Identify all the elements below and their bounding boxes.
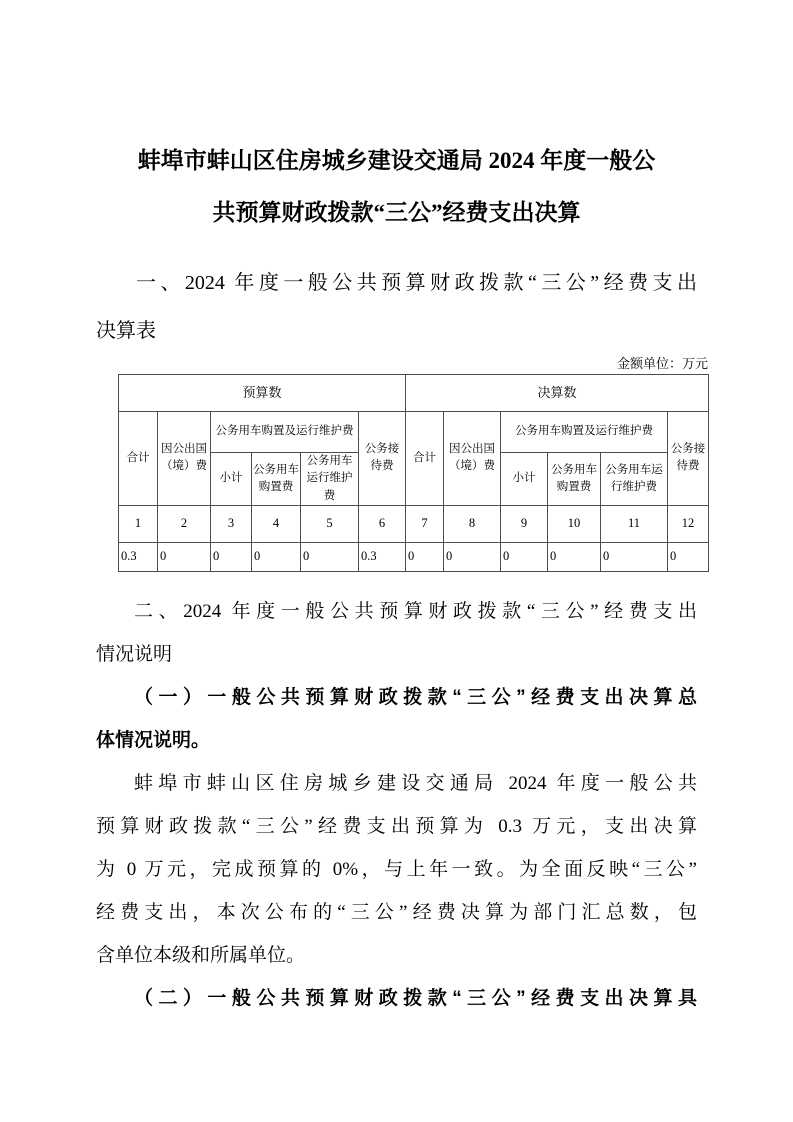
paragraph-line5: 含单位本级和所属单位。 [96, 944, 306, 966]
document-title-line1: 蚌埠市蚌山区住房城乡建设交通局 2024 年度一般公 [137, 148, 656, 173]
final-vehicle-group-header: 公务用车购置及运行维护费 [501, 412, 668, 453]
paragraph-line3: 为 0 万元，完成预算的 0%，与上年一致。为全面反映“三公” [96, 858, 697, 880]
col-number-4: 4 [252, 505, 301, 542]
section1-heading-line2: 决算表 [96, 320, 156, 342]
col-number-9: 9 [501, 505, 548, 542]
subsection1-heading-line1: （一）一般公共预算财政拨款“三公”经费支出决算总 [134, 686, 697, 708]
final-total-value: 0 [406, 542, 444, 571]
budget-reception-header: 公务接待费 [359, 412, 406, 506]
budget-purchase-header: 公务用车购置费 [252, 453, 301, 506]
paragraph-line1: 蚌埠市蚌山区住房城乡建设交通局 2024 年度一般公共 [134, 772, 697, 794]
budget-maintenance-header: 公务用车运行维护费 [301, 453, 359, 506]
paragraph-line4: 经费支出，本次公布的“三公”经费决算为部门汇总数，包 [96, 901, 697, 923]
section2-heading-line2: 情况说明 [96, 643, 173, 665]
final-abroad-header: 因公出国（境）费 [444, 412, 501, 506]
col-number-1: 1 [119, 505, 158, 542]
final-total-header: 合计 [406, 412, 444, 506]
paragraph-line2: 预算财政拨款“三公”经费支出预算为 0.3 万元，支出决算 [96, 815, 697, 837]
subsection1-heading-line2: 体情况说明。 [96, 729, 211, 751]
budget-subtotal-value: 0 [211, 542, 252, 571]
section1-heading [96, 259, 697, 355]
col-number-11: 11 [601, 505, 668, 542]
final-purchase-header: 公务用车购置费 [548, 453, 601, 506]
section1-heading-line1: 一、2024 年度一般公共预算财政拨款“三公”经费支出 [136, 272, 697, 294]
three-public-expenses-table [118, 374, 709, 572]
budget-vehicle-group-header: 公务用车购置及运行维护费 [211, 412, 359, 453]
final-reception-value: 0 [668, 542, 709, 571]
budget-abroad-value: 0 [158, 542, 211, 571]
final-reception-header: 公务接待费 [668, 412, 709, 506]
final-subtotal-header: 小计 [501, 453, 548, 506]
amount-unit-note: 金额单位：万元 [616, 356, 708, 371]
col-number-7: 7 [406, 505, 444, 542]
final-maintenance-header: 公务用车运行维护费 [601, 453, 668, 506]
budget-total-header: 合计 [119, 412, 158, 506]
budget-group-header: 预算数 [119, 375, 406, 412]
final-abroad-value: 0 [444, 542, 501, 571]
col-number-2: 2 [158, 505, 211, 542]
final-group-header: 决算数 [406, 375, 709, 412]
col-number-6: 6 [359, 505, 406, 542]
document-title-line2: 共预算财政拨款“三公”经费支出决算 [212, 200, 581, 225]
col-number-5: 5 [301, 505, 359, 542]
subsection2-heading-line1: （二）一般公共预算财政拨款“三公”经费支出决算具 [134, 987, 697, 1009]
budget-reception-value: 0.3 [359, 542, 406, 571]
final-maintenance-value: 0 [601, 542, 668, 571]
col-number-8: 8 [444, 505, 501, 542]
section2-heading-line1: 二、2024 年度一般公共预算财政拨款“三公”经费支出 [134, 600, 697, 622]
col-number-3: 3 [211, 505, 252, 542]
final-subtotal-value: 0 [501, 542, 548, 571]
budget-subtotal-header: 小计 [211, 453, 252, 506]
budget-maintenance-value: 0 [301, 542, 359, 571]
budget-total-value: 0.3 [119, 542, 158, 571]
col-number-10: 10 [548, 505, 601, 542]
budget-purchase-value: 0 [252, 542, 301, 571]
document-title [90, 135, 703, 239]
final-purchase-value: 0 [548, 542, 601, 571]
col-number-12: 12 [668, 505, 709, 542]
budget-abroad-header: 因公出国（境）费 [158, 412, 211, 506]
